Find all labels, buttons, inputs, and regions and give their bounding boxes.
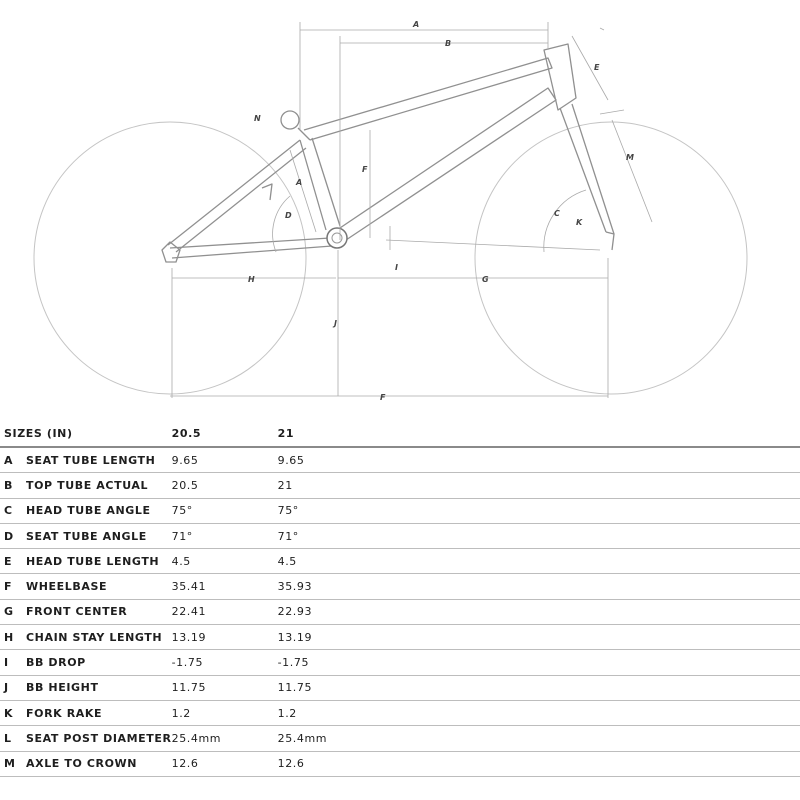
front-wheel xyxy=(475,122,747,394)
row-value-20-5: 4.5 xyxy=(172,549,278,574)
row-letter: H xyxy=(0,625,26,650)
row-value-20-5: 22.41 xyxy=(172,599,278,624)
table-row xyxy=(0,675,800,700)
row-value-21: 4.5 xyxy=(278,549,800,574)
label-g: G xyxy=(482,275,489,284)
row-value-21: 21 xyxy=(278,473,800,498)
row-name: SEAT TUBE LENGTH xyxy=(26,447,172,473)
row-name: SEAT POST DIAMETER xyxy=(26,726,172,751)
row-value-20-5: 35.41 xyxy=(172,574,278,599)
row-value-21: 35.93 xyxy=(278,574,800,599)
row-name: HEAD TUBE ANGLE xyxy=(26,498,172,523)
row-letter: K xyxy=(0,700,26,725)
row-letter: M xyxy=(0,751,26,776)
label-n: N xyxy=(254,114,261,123)
row-value-21: 12.6 xyxy=(278,751,800,776)
row-value-21: 71° xyxy=(278,523,800,548)
label-j: J xyxy=(334,319,337,328)
row-name: FORK RAKE xyxy=(26,700,172,725)
row-value-20-5: 1.2 xyxy=(172,700,278,725)
row-letter: L xyxy=(0,726,26,751)
sizes-label: SIZES (IN) xyxy=(0,420,172,447)
label-d: D xyxy=(285,211,292,220)
row-letter: D xyxy=(0,523,26,548)
label-e: E xyxy=(594,63,600,72)
label-b: B xyxy=(445,39,452,48)
row-name: TOP TUBE ACTUAL xyxy=(26,473,172,498)
dimension-lines xyxy=(170,22,652,398)
label-a-seat: A xyxy=(296,178,303,187)
row-name: HEAD TUBE LENGTH xyxy=(26,549,172,574)
label-m: M xyxy=(626,153,634,162)
table-row xyxy=(0,650,800,675)
row-value-20-5: 75° xyxy=(172,498,278,523)
row-name: SEAT TUBE ANGLE xyxy=(26,523,172,548)
row-value-20-5: 11.75 xyxy=(172,675,278,700)
row-value-20-5: 12.6 xyxy=(172,751,278,776)
bottom-bracket xyxy=(327,228,347,248)
table-row xyxy=(0,625,800,650)
table-header-row xyxy=(0,420,800,447)
row-value-21: 25.4mm xyxy=(278,726,800,751)
label-a-top: A xyxy=(413,20,420,29)
row-value-20-5: 20.5 xyxy=(172,473,278,498)
table-row xyxy=(0,473,800,498)
label-h: H xyxy=(248,275,255,284)
row-value-21: -1.75 xyxy=(278,650,800,675)
row-value-21: 9.65 xyxy=(278,447,800,473)
row-value-21: 11.75 xyxy=(278,675,800,700)
label-c: C xyxy=(554,209,560,218)
row-letter: G xyxy=(0,599,26,624)
row-name: WHEELBASE xyxy=(26,574,172,599)
label-f-base: F xyxy=(380,393,386,402)
size-20-5-header: 20.5 xyxy=(172,420,278,447)
table-row xyxy=(0,447,800,473)
row-name: BB HEIGHT xyxy=(26,675,172,700)
row-letter: I xyxy=(0,650,26,675)
label-i: I xyxy=(395,263,398,272)
table-row xyxy=(0,599,800,624)
row-name: FRONT CENTER xyxy=(26,599,172,624)
row-letter: C xyxy=(0,498,26,523)
geometry-table xyxy=(0,420,800,777)
row-value-20-5: 71° xyxy=(172,523,278,548)
row-value-20-5: 13.19 xyxy=(172,625,278,650)
row-name: BB DROP xyxy=(26,650,172,675)
row-value-21: 22.93 xyxy=(278,599,800,624)
table-row xyxy=(0,523,800,548)
row-letter: A xyxy=(0,447,26,473)
row-value-20-5: 25.4mm xyxy=(172,726,278,751)
row-letter: J xyxy=(0,675,26,700)
size-21-header: 21 xyxy=(278,420,800,447)
row-letter: B xyxy=(0,473,26,498)
table-row xyxy=(0,726,800,751)
rear-wheel xyxy=(34,122,306,394)
table-row xyxy=(0,498,800,523)
row-value-21: 75° xyxy=(278,498,800,523)
row-letter: E xyxy=(0,549,26,574)
row-letter: F xyxy=(0,574,26,599)
label-k: K xyxy=(576,218,583,227)
row-value-21: 13.19 xyxy=(278,625,800,650)
label-f-vertical: F xyxy=(362,165,368,174)
table-row xyxy=(0,574,800,599)
row-value-21: 1.2 xyxy=(278,700,800,725)
row-name: CHAIN STAY LENGTH xyxy=(26,625,172,650)
table-row xyxy=(0,700,800,725)
table-row xyxy=(0,751,800,776)
row-value-20-5: 9.65 xyxy=(172,447,278,473)
table-row xyxy=(0,549,800,574)
row-name: AXLE TO CROWN xyxy=(26,751,172,776)
row-value-20-5: -1.75 xyxy=(172,650,278,675)
